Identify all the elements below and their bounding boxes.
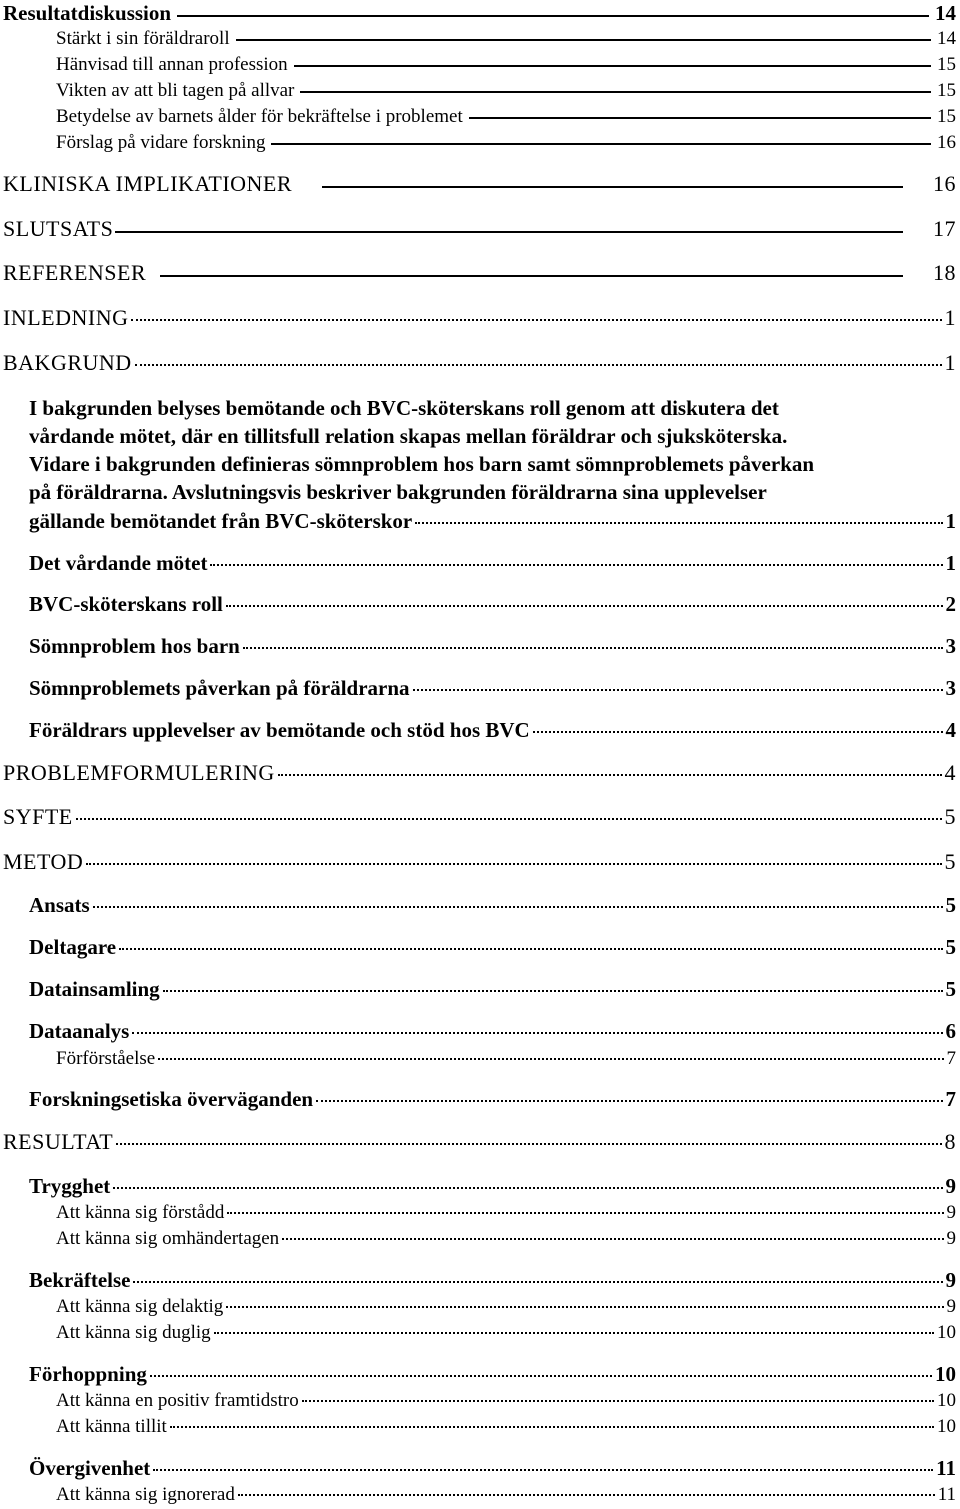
- toc-entry-title: Ansats: [29, 893, 90, 917]
- toc-entry-page: 17: [933, 216, 956, 241]
- toc-entry[interactable]: [3, 304, 956, 332]
- dot-leader: [93, 906, 943, 908]
- toc-entry-page: 9: [946, 1228, 956, 1249]
- toc-entry[interactable]: [29, 716, 956, 744]
- toc-entry-page: 5: [945, 977, 956, 1001]
- toc-entry[interactable]: [3, 215, 956, 243]
- toc-entry-page: 4: [945, 718, 956, 742]
- toc-entry[interactable]: [3, 349, 956, 377]
- toc-entry-page: 14: [935, 1, 956, 25]
- dot-leader: [278, 774, 942, 776]
- toc-entry-page: 15: [937, 80, 956, 101]
- toc-entry-title: Att känna sig förstådd: [56, 1202, 225, 1223]
- toc-entry-page: 7: [945, 1087, 956, 1111]
- dot-leader: [135, 364, 942, 366]
- toc-entry-line: vårdande mötet, där en tillitsfull relation skapas mellan föräldrar och sjuksköterska.: [29, 424, 788, 448]
- toc-entry-page: 5: [944, 804, 956, 829]
- toc-entry-title: PROBLEMFORMULERING: [3, 760, 275, 785]
- dot-leader: [238, 1494, 935, 1496]
- toc-entry[interactable]: [3, 259, 956, 287]
- toc-entry-page: 14: [937, 28, 956, 49]
- toc-entry-title: METOD: [3, 849, 84, 874]
- dot-leader: [150, 1375, 932, 1377]
- dot-leader: [116, 1143, 941, 1145]
- toc-entry[interactable]: [29, 1360, 956, 1388]
- toc-entry-title: Förslag på vidare forskning: [56, 132, 266, 153]
- toc-entry-title: Dataanalys: [29, 1019, 130, 1043]
- toc-entry-page: 5: [945, 935, 956, 959]
- toc-entry[interactable]: [29, 632, 956, 660]
- toc-entry[interactable]: [29, 549, 956, 577]
- toc-entry-page: 5: [945, 893, 956, 917]
- toc-entry-title: BAKGRUND: [3, 350, 132, 375]
- toc-entry-title: KLINISKA IMPLIKATIONER: [3, 171, 293, 196]
- toc-entry-page: 2: [945, 592, 956, 616]
- dot-leader: [153, 1469, 933, 1471]
- toc-entry-page: 1: [944, 305, 956, 330]
- toc-entry-page: 18: [933, 260, 956, 285]
- toc-entry-line: I bakgrunden belyses bemötande och BVC-sköterskans roll genom att diskutera det: [29, 396, 779, 420]
- toc-entry-title: Vikten av att bli tagen på allvar: [56, 80, 295, 101]
- leader-line: [271, 143, 931, 145]
- toc-entry[interactable]: [3, 1128, 956, 1156]
- toc-entry-title: Förförståelse: [56, 1048, 156, 1069]
- toc-entry[interactable]: [29, 590, 956, 618]
- toc-entry-line: på föräldrarna. Avslutningsvis beskriver bakgrunden föräldrarna sina upplevelser: [29, 480, 767, 504]
- leader-line: [469, 117, 931, 119]
- toc-entry-title: Att känna sig delaktig: [56, 1296, 224, 1317]
- toc-entry[interactable]: [3, 848, 956, 876]
- leader-line: [236, 39, 931, 41]
- toc-entry[interactable]: [56, 105, 956, 129]
- dot-leader: [226, 605, 943, 607]
- dot-leader: [302, 1400, 934, 1402]
- toc-entry-title: Att känna sig duglig: [56, 1322, 211, 1343]
- dot-leader: [316, 1100, 942, 1102]
- toc-entry[interactable]: [29, 933, 956, 961]
- toc-entry-title: Föräldrars upplevelser av bemötande och stöd hos BVC: [29, 718, 530, 742]
- toc-entry[interactable]: [29, 1172, 956, 1200]
- toc-entry-page: 10: [937, 1416, 956, 1437]
- leader-line: [115, 231, 903, 233]
- dot-leader: [86, 863, 941, 865]
- toc-entry-title: Stärkt i sin föräldraroll: [56, 28, 230, 49]
- toc-entry[interactable]: [56, 1483, 956, 1507]
- toc-entry[interactable]: [56, 53, 956, 77]
- toc-entry-title: Resultatdiskussion: [3, 1, 172, 25]
- toc-entry[interactable]: [56, 27, 956, 51]
- toc-entry-page: 3: [945, 634, 956, 658]
- toc-entry-title: Deltagare: [29, 935, 117, 959]
- toc-entry-page: 1: [945, 509, 956, 533]
- toc-entry[interactable]: [29, 1454, 956, 1482]
- leader-line: [322, 186, 903, 188]
- toc-entry[interactable]: [56, 1201, 956, 1225]
- leader-line: [160, 275, 903, 277]
- toc-entry[interactable]: [56, 1415, 956, 1439]
- toc-entry-title: gällande bemötandet från BVC-sköterskor: [29, 509, 413, 533]
- toc-entry-line: Vidare i bakgrunden definieras sömnproblem hos barn samt sömnproblemets påverkan: [29, 452, 815, 476]
- toc-entry[interactable]: [56, 131, 956, 155]
- toc-entry-title: Trygghet: [29, 1174, 111, 1198]
- leader-line: [300, 91, 931, 93]
- toc-entry-title: SLUTSATS: [3, 216, 114, 241]
- toc-entry[interactable]: [56, 1227, 956, 1251]
- toc-entry[interactable]: [3, 170, 956, 198]
- toc-entry-title: INLEDNING: [3, 305, 129, 330]
- leader-line: [177, 15, 929, 17]
- toc-entry-page: 4: [944, 760, 956, 785]
- toc-entry-title: SYFTE: [3, 804, 73, 829]
- toc-entry-page: 9: [945, 1174, 956, 1198]
- dot-leader: [158, 1058, 943, 1060]
- toc-entry-title: Bekräftelse: [29, 1268, 131, 1292]
- toc-entry[interactable]: [29, 1266, 956, 1294]
- toc-entry[interactable]: [29, 1017, 956, 1045]
- toc-entry[interactable]: [3, 0, 956, 26]
- toc-entry-title: Sömnproblem hos barn: [29, 634, 240, 658]
- dot-leader: [415, 522, 942, 524]
- toc-entry[interactable]: [3, 803, 956, 831]
- dot-leader: [132, 1032, 942, 1034]
- dot-leader: [131, 319, 941, 321]
- toc-entry-page: 1: [945, 551, 956, 575]
- toc-entry-page: 5: [944, 849, 956, 874]
- toc-entry[interactable]: [29, 507, 956, 535]
- toc-entry-page: 10: [935, 1362, 956, 1386]
- toc-entry-title: Att känna en positiv framtidstro: [56, 1390, 299, 1411]
- toc-entry[interactable]: [29, 674, 956, 702]
- toc-entry[interactable]: [3, 759, 956, 787]
- toc-entry-page: 10: [937, 1390, 956, 1411]
- toc-entry-title: BVC-sköterskans roll: [29, 592, 223, 616]
- dot-leader: [533, 731, 943, 733]
- toc-entry-title: Datainsamling: [29, 977, 160, 1001]
- toc-entry-title: Betydelse av barnets ålder för bekräftelse i problemet: [56, 106, 463, 127]
- toc-entry[interactable]: [56, 1295, 956, 1319]
- toc-entry-page: 16: [933, 171, 956, 196]
- toc-entry[interactable]: [56, 1047, 956, 1071]
- dot-leader: [170, 1426, 934, 1428]
- toc-entry-title: Övergivenhet: [29, 1456, 151, 1480]
- dot-leader: [214, 1332, 934, 1334]
- dot-leader: [119, 948, 942, 950]
- toc-entry-title: Att känna sig ignorerad: [56, 1484, 235, 1505]
- toc-entry-page: 15: [937, 106, 956, 127]
- toc-entry-title: Att känna sig omhändertagen: [56, 1228, 280, 1249]
- toc-entry-title: REFERENSER: [3, 260, 147, 285]
- toc-entry-page: 1: [944, 350, 956, 375]
- toc-entry-page: 7: [946, 1048, 956, 1069]
- toc-entry-page: 3: [945, 676, 956, 700]
- toc-entry-title: Det vårdande mötet: [29, 551, 208, 575]
- dot-leader: [243, 647, 943, 649]
- toc-entry-page: 15: [937, 54, 956, 75]
- dot-leader: [163, 990, 943, 992]
- leader-line: [294, 65, 931, 67]
- dot-leader: [227, 1212, 943, 1214]
- toc-entry-multiline[interactable]: [29, 394, 956, 506]
- toc-entry[interactable]: [56, 79, 956, 103]
- toc-entry-title: Forskningsetiska överväganden: [29, 1087, 314, 1111]
- toc-entry-title: RESULTAT: [3, 1129, 114, 1154]
- dot-leader: [226, 1306, 943, 1308]
- dot-leader: [413, 689, 943, 691]
- toc-entry-title: Att känna tillit: [56, 1416, 167, 1437]
- dot-leader: [133, 1281, 942, 1283]
- dot-leader: [282, 1238, 943, 1240]
- dot-leader: [76, 818, 942, 820]
- toc-entry-page: 11: [937, 1484, 956, 1505]
- toc-entry-page: 6: [945, 1019, 956, 1043]
- toc-entry[interactable]: [56, 1321, 956, 1345]
- dot-leader: [113, 1187, 942, 1189]
- toc-entry[interactable]: [56, 1389, 956, 1413]
- toc-entry-title: Sömnproblemets påverkan på föräldrarna: [29, 676, 410, 700]
- toc-entry-page: 11: [936, 1456, 956, 1480]
- toc-entry-title: Förhoppning: [29, 1362, 147, 1386]
- toc-entry-page: 10: [937, 1322, 956, 1343]
- toc-entry-page: 16: [937, 132, 956, 153]
- toc-entry-page: 9: [946, 1296, 956, 1317]
- toc-entry-page: 9: [946, 1202, 956, 1223]
- toc-entry[interactable]: [29, 975, 956, 1003]
- toc-entry-page: 9: [945, 1268, 956, 1292]
- toc-entry[interactable]: [29, 1085, 956, 1113]
- toc-entry-title: Hänvisad till annan profession: [56, 54, 288, 75]
- dot-leader: [210, 564, 942, 566]
- toc-entry[interactable]: [29, 891, 956, 919]
- toc-entry-page: 8: [944, 1129, 956, 1154]
